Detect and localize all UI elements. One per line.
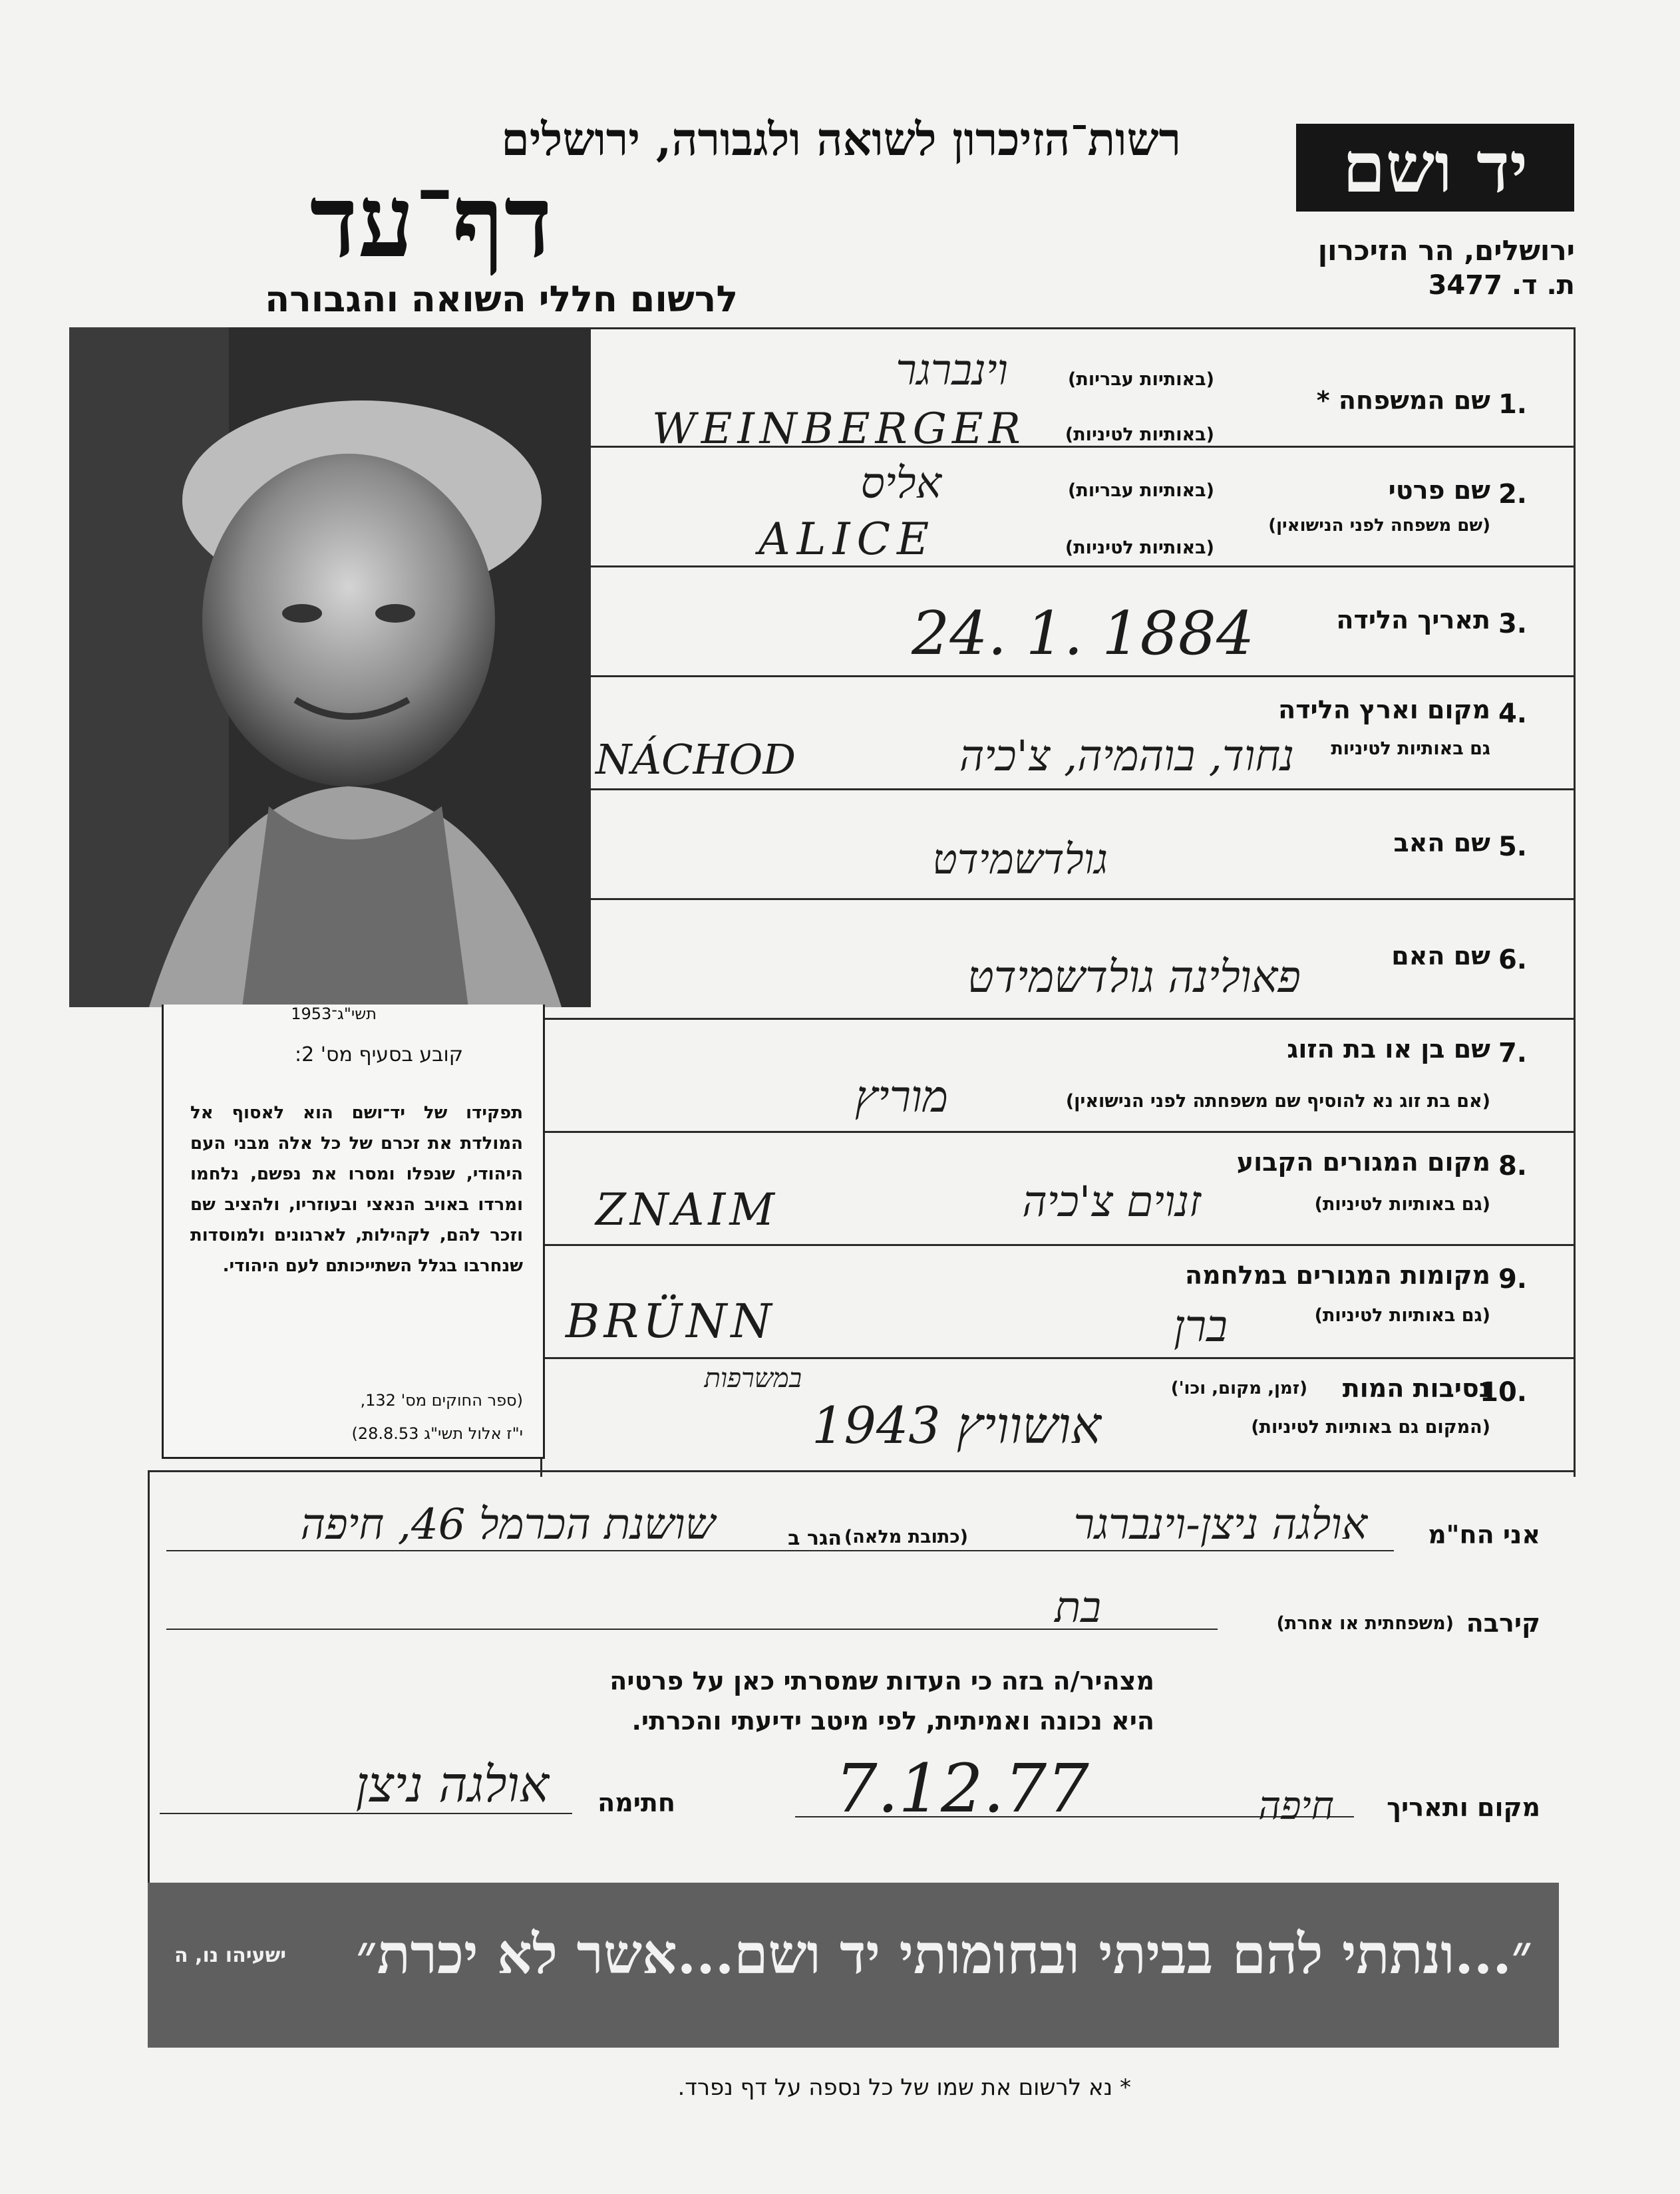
banner-quote: ״...ונתתי להם בביתי ובחומותי יד ושם...אשר לא יכרת״	[356, 1923, 1532, 1986]
row-divider	[540, 1357, 1574, 1359]
row-divider	[591, 898, 1574, 900]
field-5-number: 5.	[1498, 832, 1527, 862]
place-value: חיפה	[1258, 1783, 1334, 1828]
field-7-label: שם בן או בת הזוג	[1287, 1034, 1490, 1064]
field-2-hint-hebrew: (באותיות עבריות)	[1068, 480, 1214, 501]
form-bottom-border	[148, 1470, 1574, 1472]
field-3-label: תאריך הלידה	[1336, 605, 1490, 635]
field-10-sublabel: (המקום גם באותיות לטיניות)	[1251, 1417, 1490, 1438]
law-book: (ספר החוקים מס' 132,	[360, 1391, 523, 1410]
field-10-value: אושוויץ 1943	[812, 1396, 1101, 1455]
field-9-sublabel: (גם באותיות לטיניות)	[1314, 1305, 1490, 1326]
field-5-label: שם האב	[1393, 828, 1490, 858]
field-8-label: מקום המגורים הקבוע	[1236, 1148, 1490, 1177]
field-1-label: שם המשפחה *	[1316, 386, 1490, 415]
field-8-value-latin: ZNAIM	[595, 1184, 778, 1235]
field-3-number: 3.	[1498, 609, 1527, 639]
logo-address: ירושלים, הר הזיכרון	[1317, 234, 1575, 267]
field-4-label: מקום וארץ הלידה	[1278, 695, 1490, 724]
field-4-number: 4.	[1498, 699, 1527, 729]
footnote: * נא לרשום את שמו של כל נספה על דף נפרד.	[677, 2074, 1131, 2101]
field-7-number: 7.	[1498, 1038, 1527, 1068]
field-1-hint-latin: (באותיות לטיניות)	[1065, 424, 1214, 445]
field-10-label-hint: (זמן, מקום, וכו')	[1170, 1378, 1307, 1398]
field-9-number: 9.	[1498, 1264, 1527, 1295]
place-date-label: מקום ותאריך	[1387, 1793, 1540, 1822]
field-2-sublabel: (שם משפחה לפני הנישואין)	[1268, 516, 1490, 536]
law-date: י"ז אלול תשי"ג 28.8.53)	[351, 1424, 523, 1443]
row-divider	[591, 788, 1574, 790]
field-10-label: נסיבות המות	[1342, 1374, 1490, 1403]
field-2-label: שם פרטי	[1388, 476, 1490, 505]
field-2-hint-latin: (באותיות לטיניות)	[1065, 538, 1214, 558]
law-sidebox	[162, 1005, 545, 1459]
field-10-note: במשרפות	[704, 1363, 802, 1394]
field-9-value-hebrew: ברן	[1173, 1301, 1228, 1352]
date-value: 7.12.77	[835, 1750, 1089, 1827]
witness-left-border	[148, 1470, 150, 1883]
form-title: דף־עד	[309, 163, 552, 280]
kinship-hint: (משפחתית או אחרת)	[1276, 1613, 1454, 1634]
quote-banner	[148, 1883, 1559, 2048]
kinship-label: קירבה	[1466, 1609, 1540, 1638]
yad-vashem-logo: יד ושם	[1296, 124, 1574, 212]
witness-address-value: שושנת הכרמל 46, חיפה	[300, 1500, 715, 1549]
field-8-number: 8.	[1498, 1151, 1527, 1181]
field-1-value-latin: WEINBERGER	[652, 404, 1026, 454]
law-clause: קובע בסעיף מס' 2:	[295, 1043, 463, 1066]
organization-name: רשות־הזיכרון לשואה ולגבורה, ירושלים	[501, 113, 1181, 166]
field-9-value-latin: BRÜNN	[566, 1294, 776, 1348]
field-8-value-hebrew: זנוים צ'כיה	[1022, 1177, 1201, 1227]
witness-line	[166, 1550, 1394, 1551]
banner-reference: ישעיהו נו, ה	[174, 1944, 287, 1967]
field-2-value-hebrew: אליס	[860, 459, 941, 508]
field-10-number: 10.	[1480, 1377, 1527, 1408]
logo-pobox: ת. ד. 3477	[1428, 270, 1575, 301]
form-subtitle: לרשום חללי השואה והגבורה	[265, 278, 738, 320]
field-6-label: שם האם	[1391, 941, 1490, 971]
field-1-hint-hebrew: (באותיות עבריות)	[1068, 369, 1214, 390]
law-text: תפקידו של יד־ושם הוא לאסוף אל המולדת את זכרם של כל אלה מבני העם היהודי, שנפלו ומסרו את נפשם, נלחמו ומרדו באויב הנאצי ובעוזריו, ולהציב שם וזכר להם, לקהילות, לארגונים ולמוסדות שנחרבו בגלל השתייכותם לעם היהודי.	[190, 1103, 523, 1276]
field-3-value: 24. 1. 1884	[912, 599, 1255, 669]
field-2-value-latin: ALICE	[758, 514, 936, 565]
witness-resides-label: הגר ב	[788, 1527, 842, 1550]
signature-label: חתימה	[597, 1788, 675, 1817]
declaration-line-1: מצהיר/ה בזה כי העדות שמסרתי כאן על פרטיה	[609, 1666, 1154, 1696]
row-divider	[540, 1244, 1574, 1246]
victim-photo	[69, 327, 591, 1007]
form-right-border	[1574, 327, 1576, 1477]
field-8-sublabel: (גם באותיות לטיניות)	[1314, 1194, 1490, 1215]
row-divider	[540, 1018, 1574, 1020]
field-1-value-hebrew: וינברגר	[896, 346, 1008, 395]
row-divider	[591, 565, 1574, 567]
field-6-value: פאולינה גולדשמידט	[967, 951, 1301, 1003]
field-9-label: מקומות המגורים במלחמה	[1184, 1261, 1490, 1290]
field-1-number: 1.	[1498, 389, 1527, 420]
field-5-value: גולדשמידט	[932, 835, 1108, 883]
field-4-value-hebrew: נחוד, בוהמיה, צ'כיה	[959, 732, 1294, 781]
field-6-number: 6.	[1498, 945, 1527, 975]
signature-value: אולגה ניצן	[355, 1756, 549, 1813]
form-top-border	[591, 327, 1574, 329]
law-year: תשי"ג־1953	[291, 1005, 377, 1023]
declaration-line-2: היא נכונה ואמיתית, לפי מיטב ידיעתי והכרתי.	[631, 1706, 1154, 1736]
field-7-value: מוריץ	[854, 1071, 948, 1122]
witness-name-value: אולגה ניצן-וינברגר	[1073, 1500, 1367, 1549]
kinship-value: בת	[1055, 1583, 1101, 1633]
field-4-value-latin: NÁCHOD	[595, 735, 796, 784]
row-divider	[591, 675, 1574, 677]
witness-address-hint: (כתובת מלאה)	[844, 1527, 968, 1547]
law-reference	[351, 1384, 523, 1450]
witness-name-label: אני הח"מ	[1428, 1520, 1540, 1549]
field-4-sublabel: גם באותיות לטיניות	[1331, 738, 1490, 759]
row-divider	[540, 1131, 1574, 1133]
field-2-number: 2.	[1498, 479, 1527, 510]
field-7-sublabel: (אם בת זוג נא להוסיף שם משפחתה לפני הנישואין)	[1065, 1091, 1490, 1112]
